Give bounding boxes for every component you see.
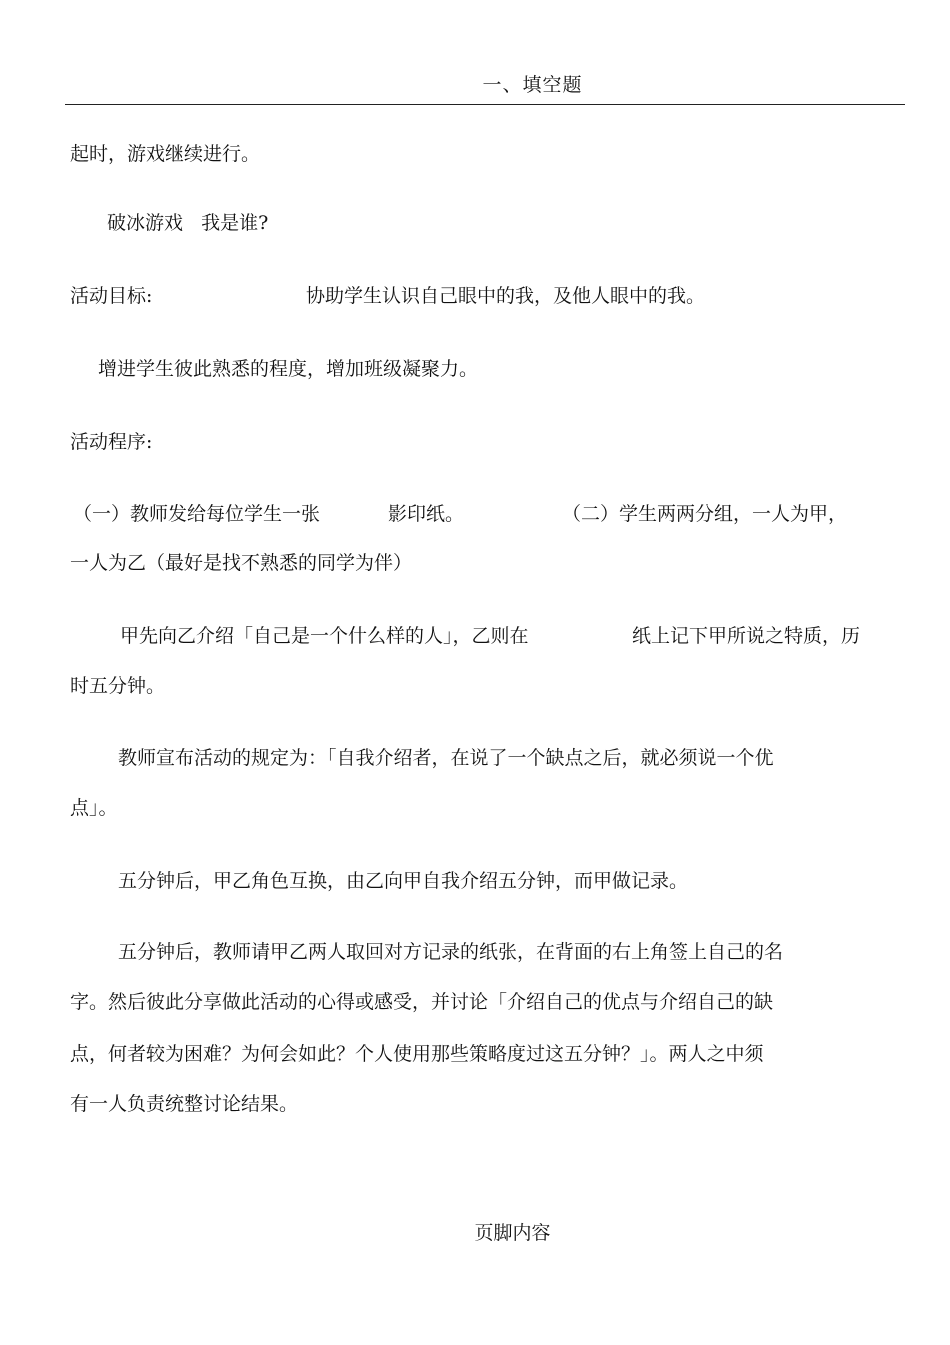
paragraph-line: 起时，游戏继续进行。 — [70, 143, 261, 165]
paragraph-line: 教师宣布活动的规定为：「自我介绍者，在说了一个缺点之后，就必须说一个优 — [118, 747, 774, 769]
paragraph-line: 增进学生彼此熟悉的程度，增加班级凝聚力。 — [98, 358, 479, 380]
paragraph-line: 纸上记下甲所说之特质，历 — [632, 625, 861, 647]
paragraph-line: 五分钟后，教师请甲乙两人取回对方记录的纸张，在背面的右上角签上自己的名 — [118, 941, 784, 963]
header-title: 一、填空题 — [482, 74, 583, 96]
field-label-procedure: 活动程序: — [70, 431, 153, 453]
header-divider — [65, 104, 905, 105]
paragraph-line: 有一人负责统整讨论结果。 — [70, 1093, 299, 1115]
paragraph-line: 点，何者较为困难？为何会如此？个人使用那些策略度过这五分钟？」。两人之中须 — [70, 1043, 764, 1065]
procedure-step-1-cont: 影印纸。 — [388, 503, 465, 525]
paragraph-line: 点」。 — [70, 797, 118, 819]
field-label-goal: 活动目标: — [70, 285, 153, 307]
paragraph-line: 时五分钟。 — [70, 675, 166, 697]
paragraph-line: 甲先向乙介绍「自己是一个什么样的人」，乙则在 — [120, 625, 529, 647]
paragraph-line: 五分钟后，甲乙角色互换，由乙向甲自我介绍五分钟，而甲做记录。 — [118, 870, 689, 892]
section-heading: 破冰游戏 我是谁? — [107, 212, 269, 234]
procedure-step-1: （一）教师发给每位学生一张 — [73, 503, 321, 525]
page-footer: 页脚内容 — [474, 1222, 551, 1244]
paragraph-line: 一人为乙（最好是找不熟悉的同学为伴） — [70, 552, 413, 574]
procedure-step-2: （二）学生两两分组，一人为甲， — [562, 503, 848, 525]
field-value-goal: 协助学生认识自己眼中的我，及他人眼中的我。 — [306, 285, 706, 307]
paragraph-line: 字。然后彼此分享做此活动的心得或感受，并讨论「介绍自己的优点与介绍自己的缺 — [70, 991, 774, 1013]
